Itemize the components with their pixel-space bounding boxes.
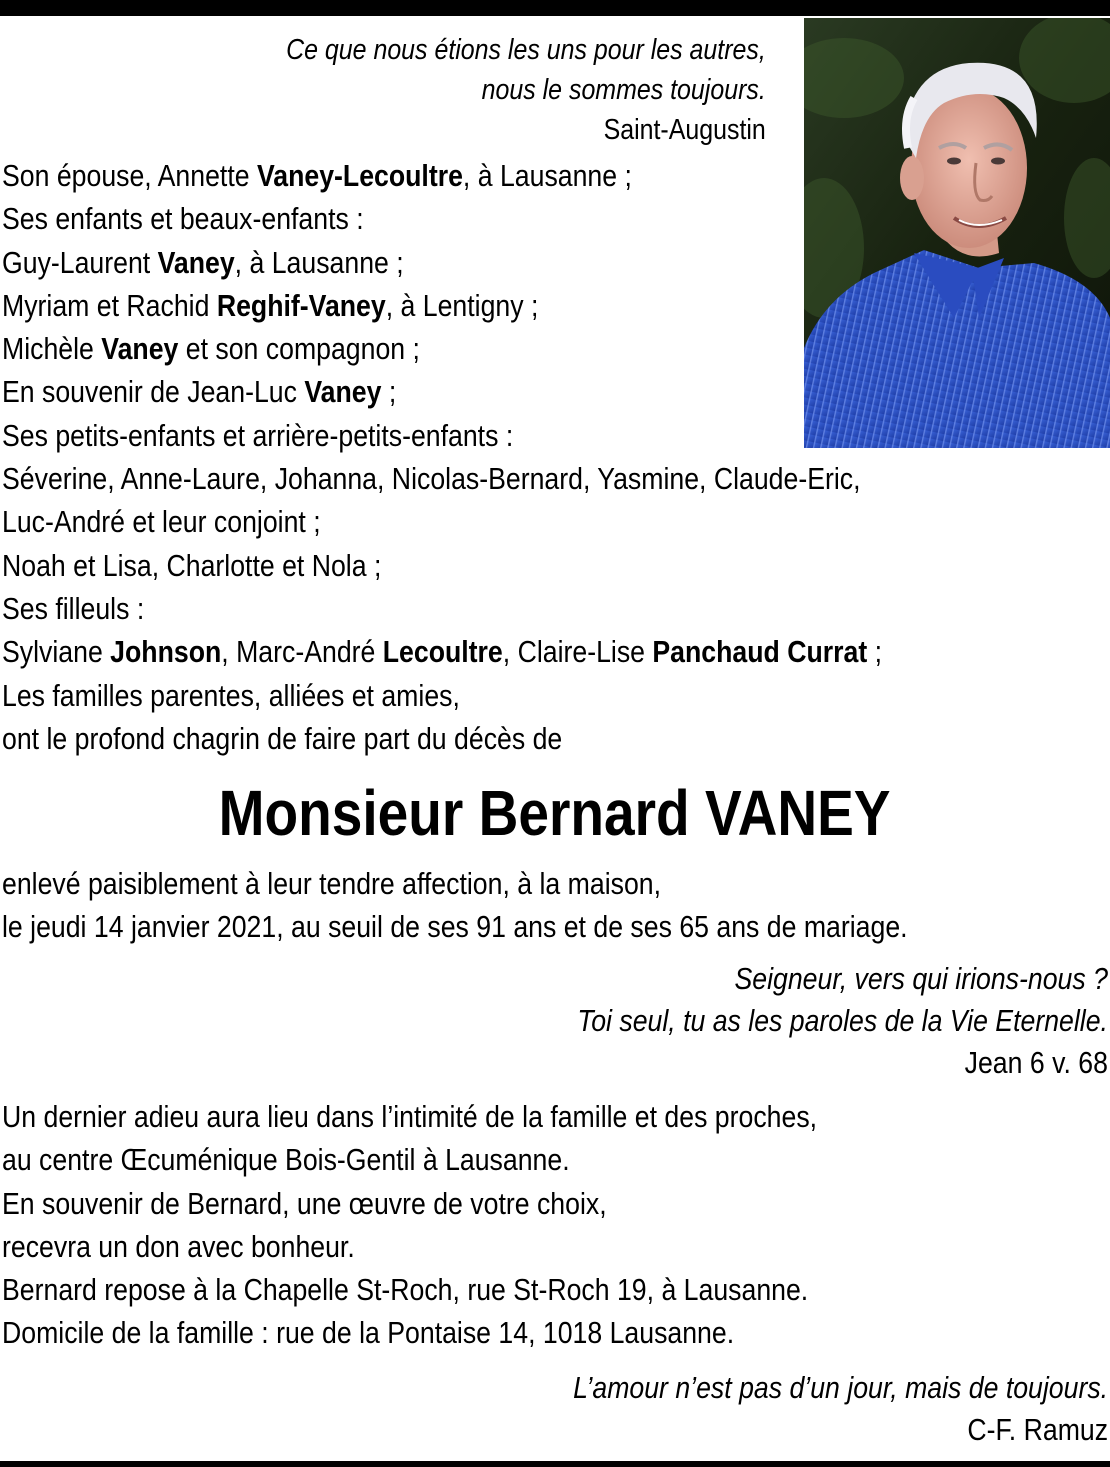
- family-line-child-1: Guy-Laurent Vaney, à Lausanne ;: [2, 244, 404, 280]
- verse-reference: Jean 6 v. 68: [964, 1045, 1108, 1080]
- family-line-godchildren-heading: Ses filleuls :: [2, 590, 145, 626]
- family-line-announcement: ont le profond chagrin de faire part du décès de: [2, 720, 563, 756]
- family-list: [2, 154, 1025, 760]
- bottom-rule: [0, 1461, 1110, 1467]
- verse-line-1: Seigneur, vers qui irions-nous ?: [734, 961, 1108, 996]
- ceremony-line-2: au centre Œcuménique Bois-Gentil à Lausanne.: [2, 1142, 570, 1178]
- family-line-spouse: Son épouse, Annette Vaney-Lecoultre, à Lausanne ;: [2, 158, 632, 193]
- closing-quote: [486, 1367, 1108, 1451]
- ceremony-line-1: Un dernier adieu aura lieu dans l’intimité de la famille et des proches,: [2, 1099, 818, 1134]
- family-line-grandchildren-heading: Ses petits-enfants et arrière-petits-enfants :: [2, 417, 514, 453]
- verse-quote: [491, 958, 1108, 1084]
- passing-line-1: enlevé paisiblement à leur tendre affection, à la maison,: [2, 866, 662, 901]
- top-rule: [0, 0, 1110, 16]
- epigraph-author: Saint-Augustin: [603, 114, 766, 146]
- ceremony-line-5: Bernard repose à la Chapelle St-Roch, rue St-Roch 19, à Lausanne.: [2, 1272, 809, 1308]
- family-line-relatives: Les familles parentes, alliées et amies,: [2, 677, 460, 713]
- ceremony-line-6: Domicile de la famille : rue de la Pontaise 14, 1018 Lausanne.: [2, 1315, 735, 1351]
- family-line-grandchildren-1: Séverine, Anne-Laure, Johanna, Nicolas-Bernard, Yasmine, Claude-Eric,: [2, 461, 861, 497]
- closing-author: C-F. Ramuz: [967, 1412, 1108, 1447]
- epigraph-line-1: Ce que nous étions les uns pour les autres,: [286, 34, 766, 66]
- ceremony-line-4: recevra un don avec bonheur.: [2, 1228, 355, 1264]
- family-line-child-4: En souvenir de Jean-Luc Vaney ;: [2, 374, 397, 410]
- epigraph-line-2: nous le sommes toujours.: [481, 74, 766, 106]
- family-line-child-2: Myriam et Rachid Reghif-Vaney, à Lentigny ;: [2, 287, 539, 323]
- passing-line-2: le jeudi 14 janvier 2021, au seuil de ses 91 ans et de ses 65 ans de mariage.: [2, 909, 908, 945]
- family-line-great-grandchildren: Noah et Lisa, Charlotte et Nola ;: [2, 547, 382, 583]
- family-line-godchildren: Sylviane Johnson, Marc-André Lecoultre, Claire-Lise Panchaud Currat ;: [2, 634, 883, 670]
- verse-line-2: Toi seul, tu as les paroles de la Vie Eternelle.: [577, 1003, 1108, 1038]
- ceremony-line-3: En souvenir de Bernard, une œuvre de votre choix,: [2, 1185, 607, 1221]
- family-line-children-heading: Ses enfants et beaux-enfants :: [2, 201, 364, 237]
- epigraph: [208, 30, 766, 150]
- family-line-child-3: Michèle Vaney et son compagnon ;: [2, 331, 420, 367]
- ceremony-text: [2, 1095, 950, 1355]
- closing-line-1: L’amour n’est pas d’un jour, mais de toujours.: [573, 1370, 1108, 1405]
- deceased-name: Monsieur Bernard VANEY: [219, 777, 891, 849]
- passing-text: [2, 862, 1055, 949]
- family-line-grandchildren-2: Luc-André et leur conjoint ;: [2, 504, 321, 540]
